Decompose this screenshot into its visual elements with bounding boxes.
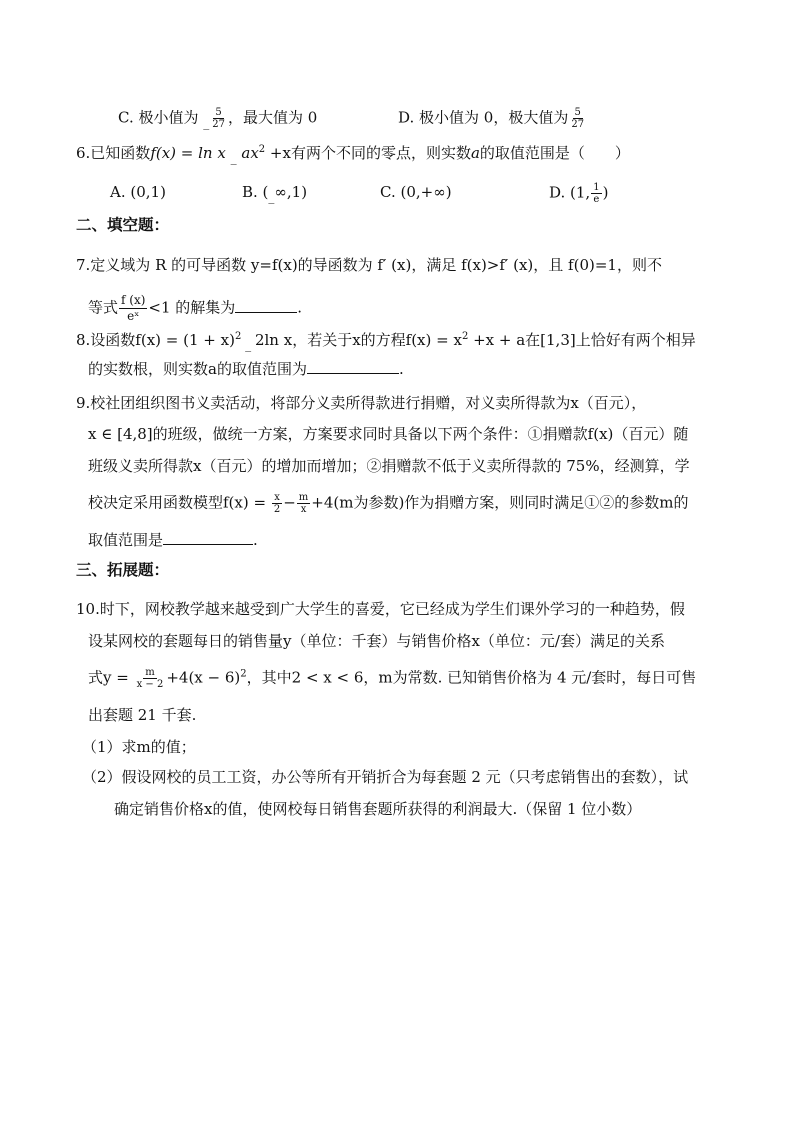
question-9-line-5: 取值范围是 . bbox=[88, 531, 258, 549]
answer-blank[interactable] bbox=[235, 298, 297, 313]
question-10-line-2: 设某网校的套题每日的销售量y（单位：千套）与销售价格x（单位：元/套）满足的关系 bbox=[88, 632, 665, 650]
fraction: $\frac{x}{2}$ bbox=[273, 492, 281, 515]
question-10-sub-1: （1）求m的值； bbox=[82, 738, 196, 756]
q6-option-a: A. (0,1) bbox=[110, 183, 166, 201]
answer-blank[interactable] bbox=[163, 530, 253, 545]
fraction: $\frac{m}{x}$ bbox=[298, 492, 309, 515]
section-heading-extension: 三、拓展题： bbox=[76, 561, 170, 579]
question-7-line-2: 等式 $\frac{f (x)}{\text{eˣ}}$ <1 的解集为 . bbox=[88, 293, 303, 323]
fraction: $\frac{m}{x - 2}$ bbox=[136, 667, 164, 690]
fraction: $\frac{1}{e}$ bbox=[593, 182, 600, 205]
question-10-sub-2-line-1: （2）假设网校的员工工资，办公等所有开销折合为每套题 2 元（只考虑销售出的套数），试 bbox=[82, 768, 689, 786]
q6-option-b: B. $(_{\_}\infty,1)$ bbox=[242, 183, 308, 204]
question-9-line-4: 校决定采用函数模型f(x) = $\frac{x}{2}$ − $\frac{m}{x}$ +4(m为参数)作为捐赠方案，则同时满足①②的参数m的 bbox=[88, 492, 689, 515]
question-9-line-2: x ∈ [4,8]的班级，做统一方案，方案要求同时具备以下两个条件：①捐赠款f(x)（百元）随 bbox=[88, 425, 689, 443]
question-10-sub-2-line-2: 确定销售价格x的值，使网校每日销售套题所获得的利润最大.（保留 1 位小数） bbox=[114, 800, 642, 818]
section-heading-fill-blank: 二、填空题： bbox=[76, 216, 170, 234]
question-8-line-1: 8.设函数$f(x) = (1 + x)^2$ $_{\_}$ 2ln x，若关于x的方程$f(x) = x^2 +x + a$在[1,3]上恰好有两个相异 bbox=[76, 331, 696, 352]
q6-option-c: C. (0,+∞) bbox=[380, 183, 452, 201]
fraction: $\frac{f (x)}{\text{eˣ}}$ bbox=[121, 293, 146, 323]
q6-option-d: D. (1, $\frac{1}{e}$ ) bbox=[549, 182, 609, 205]
question-10-line-4: 出套题 21 千套. bbox=[88, 706, 197, 724]
question-6: 6.已知函数f(x) = ln x $_{\_}$ $ax^2 +x$有两个不同的零点，则实数a的取值范围是（ ） bbox=[76, 144, 630, 165]
fraction: $\frac{5}{27}$ bbox=[212, 107, 225, 130]
question-9-line-3: 班级义卖所得款x（百元）的增加而增加；②捐赠款不低于义卖所得款的 75%，经测算，学 bbox=[88, 457, 690, 475]
question-10-line-1: 10.时下，网校教学越来越受到广大学生的喜爱，它已经成为学生们课外学习的一种趋势，假 bbox=[76, 600, 685, 618]
question-7-line-1: 7.定义域为 R 的可导函数 y=f(x)的导函数为 f′ (x)，满足 f(x)>f′ (x)，且 f(0)=1，则不 bbox=[76, 256, 662, 274]
question-10-line-3: 式y = $\frac{m}{x - 2}$ $+4(x - 6)^2$，其中2 < x < 6，m为常数. 已知销售价格为 4 元/套时，每日可售 bbox=[88, 667, 697, 690]
question-8-line-2: 的实数根，则实数a的取值范围为 . bbox=[88, 360, 404, 378]
q5-option-d: D. 极小值为 0，极大值为 $\frac{5}{27}$ bbox=[398, 107, 585, 130]
fraction: $\frac{5}{27}$ bbox=[571, 107, 585, 130]
question-9-line-1: 9.校社团组织图书义卖活动，将部分义卖所得款进行捐赠，对义卖所得款为x（百元）， bbox=[76, 394, 647, 412]
q5-option-c: C. 极小值为 $_{\_}$ $\frac{5}{27}$ ，最大值为 0 bbox=[118, 107, 318, 130]
answer-blank[interactable] bbox=[307, 359, 399, 374]
